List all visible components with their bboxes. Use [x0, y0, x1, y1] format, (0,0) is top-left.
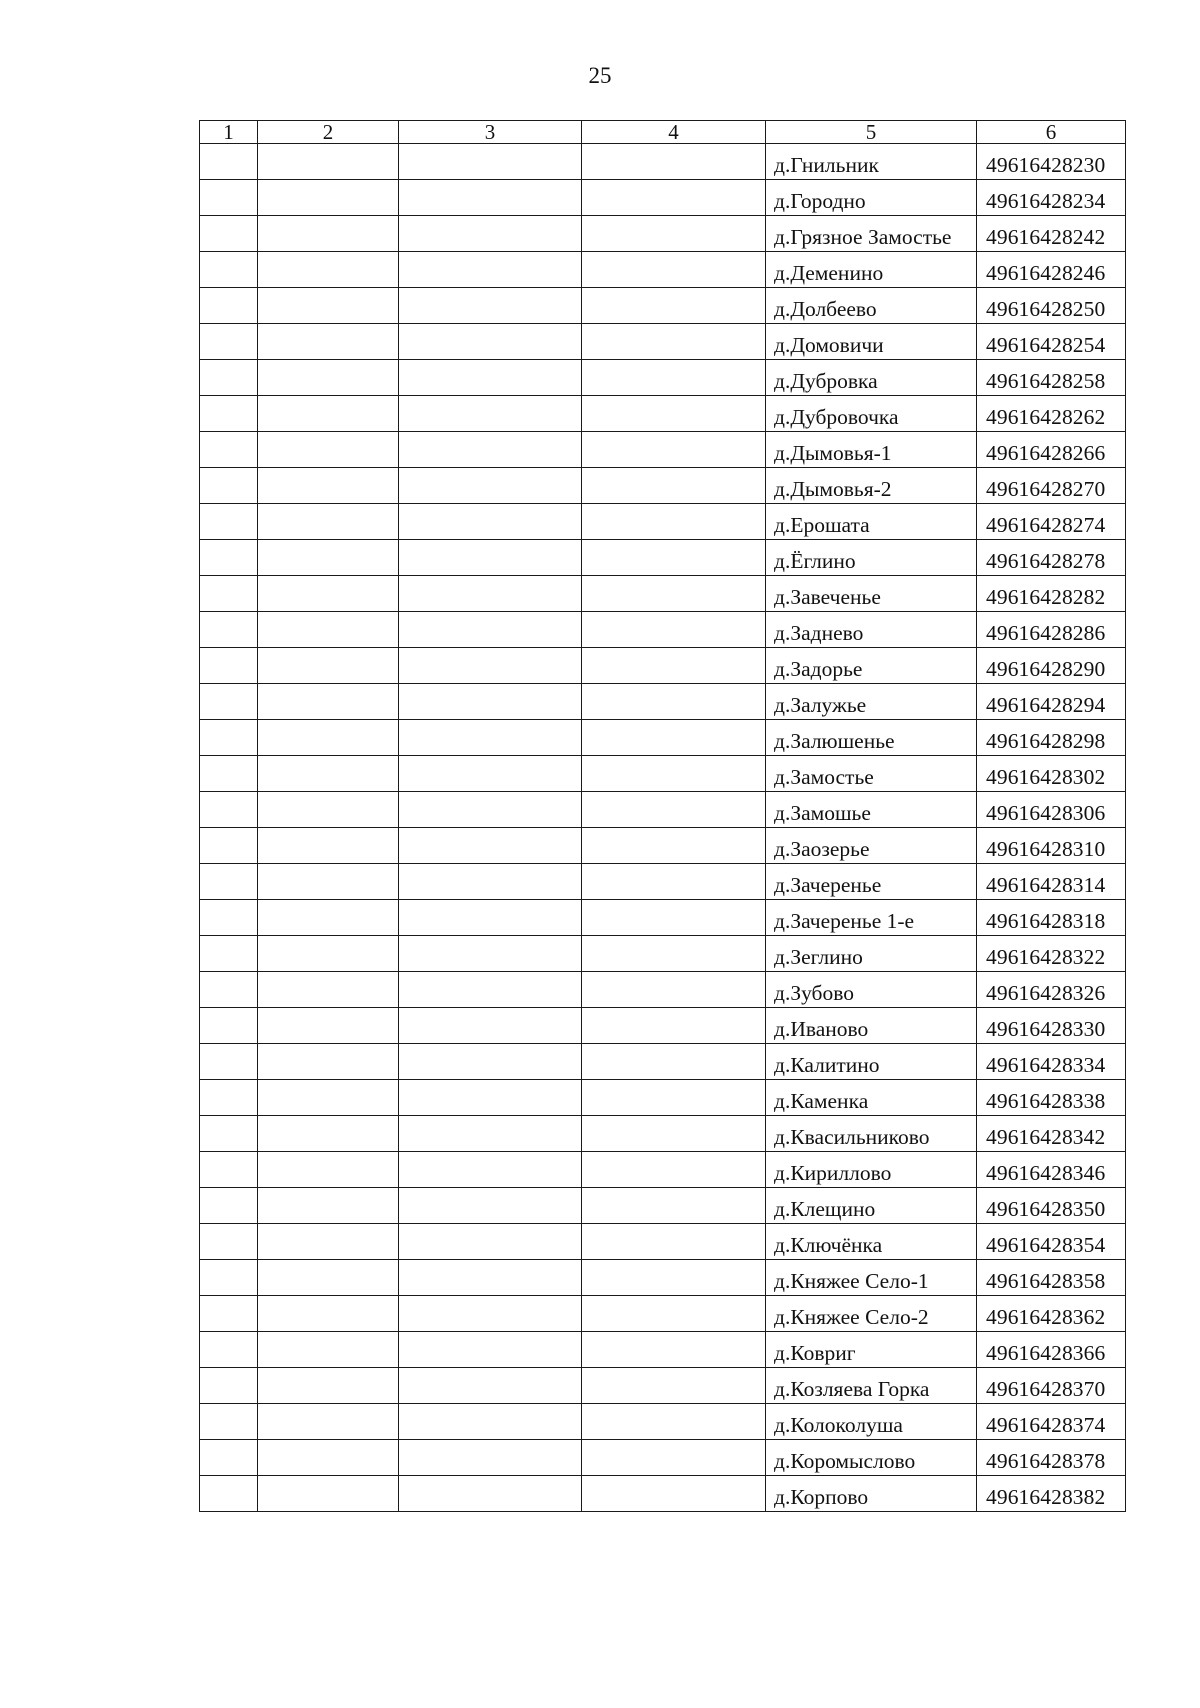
oktmo-code-cell: 49616428278	[977, 540, 1126, 576]
empty-cell-col-3	[399, 1404, 582, 1440]
empty-cell-col-1	[200, 1260, 258, 1296]
empty-cell-col-2	[258, 1152, 399, 1188]
settlement-name-cell: д.Залужье	[766, 684, 977, 720]
oktmo-code-cell: 49616428370	[977, 1368, 1126, 1404]
table-row	[200, 720, 1126, 756]
empty-cell-col-2	[258, 324, 399, 360]
table-row	[200, 1440, 1126, 1476]
oktmo-code-cell: 49616428282	[977, 576, 1126, 612]
oktmo-code-cell: 49616428354	[977, 1224, 1126, 1260]
table-row	[200, 1404, 1126, 1440]
settlement-name-cell: д.Завеченье	[766, 576, 977, 612]
empty-cell-col-1	[200, 1332, 258, 1368]
settlement-name-cell: д.Зачеренье	[766, 864, 977, 900]
empty-cell-col-3	[399, 1188, 582, 1224]
empty-cell-col-1	[200, 540, 258, 576]
settlement-name-cell: д.Замошье	[766, 792, 977, 828]
empty-cell-col-1	[200, 972, 258, 1008]
empty-cell-col-2	[258, 1260, 399, 1296]
empty-cell-col-4	[582, 216, 766, 252]
oktmo-code-cell: 49616428322	[977, 936, 1126, 972]
empty-cell-col-2	[258, 1476, 399, 1512]
oktmo-code-cell: 49616428326	[977, 972, 1126, 1008]
settlement-name-cell: д.Грязное Замостье	[766, 216, 977, 252]
empty-cell-col-1	[200, 1368, 258, 1404]
empty-cell-col-4	[582, 180, 766, 216]
empty-cell-col-4	[582, 144, 766, 180]
oktmo-code-cell: 49616428246	[977, 252, 1126, 288]
empty-cell-col-4	[582, 900, 766, 936]
empty-cell-col-4	[582, 504, 766, 540]
empty-cell-col-1	[200, 936, 258, 972]
oktmo-code-cell: 49616428346	[977, 1152, 1126, 1188]
empty-cell-col-4	[582, 288, 766, 324]
empty-cell-col-2	[258, 900, 399, 936]
empty-cell-col-3	[399, 288, 582, 324]
empty-cell-col-3	[399, 1224, 582, 1260]
empty-cell-col-1	[200, 1476, 258, 1512]
empty-cell-col-2	[258, 828, 399, 864]
table-row	[200, 1476, 1126, 1512]
table-row	[200, 1044, 1126, 1080]
empty-cell-col-3	[399, 1008, 582, 1044]
empty-cell-col-3	[399, 1116, 582, 1152]
settlement-name-cell: д.Зеглино	[766, 936, 977, 972]
empty-cell-col-2	[258, 756, 399, 792]
empty-cell-col-2	[258, 1044, 399, 1080]
settlement-name-cell: д.Залюшенье	[766, 720, 977, 756]
table-row	[200, 936, 1126, 972]
oktmo-code-cell: 49616428254	[977, 324, 1126, 360]
oktmo-code-cell: 49616428310	[977, 828, 1126, 864]
empty-cell-col-4	[582, 1332, 766, 1368]
oktmo-code-cell: 49616428266	[977, 432, 1126, 468]
oktmo-code-cell: 49616428250	[977, 288, 1126, 324]
oktmo-code-cell: 49616428318	[977, 900, 1126, 936]
table-row	[200, 972, 1126, 1008]
empty-cell-col-3	[399, 324, 582, 360]
table-row	[200, 756, 1126, 792]
empty-cell-col-3	[399, 612, 582, 648]
empty-cell-col-2	[258, 180, 399, 216]
settlement-name-cell: д.Дубровка	[766, 360, 977, 396]
table-row	[200, 864, 1126, 900]
oktmo-code-cell: 49616428330	[977, 1008, 1126, 1044]
oktmo-code-cell: 49616428270	[977, 468, 1126, 504]
empty-cell-col-3	[399, 144, 582, 180]
table-row	[200, 1152, 1126, 1188]
empty-cell-col-2	[258, 540, 399, 576]
empty-cell-col-4	[582, 828, 766, 864]
empty-cell-col-2	[258, 612, 399, 648]
oktmo-code-cell: 49616428374	[977, 1404, 1126, 1440]
oktmo-code-cell: 49616428314	[977, 864, 1126, 900]
empty-cell-col-3	[399, 1044, 582, 1080]
empty-cell-col-3	[399, 864, 582, 900]
settlement-name-cell: д.Заднево	[766, 612, 977, 648]
empty-cell-col-3	[399, 720, 582, 756]
empty-cell-col-4	[582, 540, 766, 576]
empty-cell-col-1	[200, 684, 258, 720]
empty-cell-col-3	[399, 504, 582, 540]
empty-cell-col-4	[582, 432, 766, 468]
empty-cell-col-4	[582, 1188, 766, 1224]
table-row	[200, 1296, 1126, 1332]
table-row	[200, 612, 1126, 648]
empty-cell-col-4	[582, 756, 766, 792]
empty-cell-col-1	[200, 1008, 258, 1044]
empty-cell-col-3	[399, 792, 582, 828]
empty-cell-col-4	[582, 648, 766, 684]
settlements-table	[199, 120, 1126, 1512]
oktmo-code-cell: 49616428258	[977, 360, 1126, 396]
oktmo-code-cell: 49616428334	[977, 1044, 1126, 1080]
empty-cell-col-2	[258, 432, 399, 468]
table-row	[200, 1188, 1126, 1224]
empty-cell-col-3	[399, 1368, 582, 1404]
table-row	[200, 432, 1126, 468]
empty-cell-col-4	[582, 1476, 766, 1512]
empty-cell-col-1	[200, 144, 258, 180]
oktmo-code-cell: 49616428234	[977, 180, 1126, 216]
settlement-name-cell: д.Ключёнка	[766, 1224, 977, 1260]
table-row	[200, 1116, 1126, 1152]
empty-cell-col-4	[582, 1368, 766, 1404]
settlement-name-cell: д.Дымовья-1	[766, 432, 977, 468]
oktmo-code-cell: 49616428302	[977, 756, 1126, 792]
column-header-4: 4	[582, 121, 766, 144]
empty-cell-col-3	[399, 900, 582, 936]
empty-cell-col-4	[582, 324, 766, 360]
empty-cell-col-3	[399, 1296, 582, 1332]
table-row	[200, 900, 1126, 936]
oktmo-code-cell: 49616428290	[977, 648, 1126, 684]
empty-cell-col-1	[200, 720, 258, 756]
settlement-name-cell: д.Кириллово	[766, 1152, 977, 1188]
settlement-name-cell: д.Каменка	[766, 1080, 977, 1116]
empty-cell-col-2	[258, 1224, 399, 1260]
empty-cell-col-3	[399, 684, 582, 720]
empty-cell-col-1	[200, 324, 258, 360]
empty-cell-col-3	[399, 540, 582, 576]
settlement-name-cell: д.Зачеренье 1-е	[766, 900, 977, 936]
oktmo-code-cell: 49616428362	[977, 1296, 1126, 1332]
empty-cell-col-3	[399, 396, 582, 432]
settlement-name-cell: д.Долбеево	[766, 288, 977, 324]
empty-cell-col-2	[258, 216, 399, 252]
empty-cell-col-4	[582, 468, 766, 504]
empty-cell-col-3	[399, 468, 582, 504]
empty-cell-col-4	[582, 1080, 766, 1116]
table-row	[200, 684, 1126, 720]
empty-cell-col-2	[258, 252, 399, 288]
empty-cell-col-3	[399, 648, 582, 684]
table-row	[200, 216, 1126, 252]
oktmo-code-cell: 49616428262	[977, 396, 1126, 432]
settlement-name-cell: д.Клещино	[766, 1188, 977, 1224]
oktmo-code-cell: 49616428242	[977, 216, 1126, 252]
oktmo-code-cell: 49616428358	[977, 1260, 1126, 1296]
empty-cell-col-4	[582, 396, 766, 432]
empty-cell-col-1	[200, 900, 258, 936]
table-row	[200, 540, 1126, 576]
oktmo-code-cell: 49616428298	[977, 720, 1126, 756]
settlement-name-cell: д.Ерошата	[766, 504, 977, 540]
empty-cell-col-4	[582, 972, 766, 1008]
empty-cell-col-3	[399, 1152, 582, 1188]
empty-cell-col-4	[582, 1440, 766, 1476]
table-row	[200, 1008, 1126, 1044]
empty-cell-col-1	[200, 396, 258, 432]
empty-cell-col-1	[200, 252, 258, 288]
empty-cell-col-1	[200, 1440, 258, 1476]
oktmo-code-cell: 49616428378	[977, 1440, 1126, 1476]
empty-cell-col-2	[258, 504, 399, 540]
table-row	[200, 576, 1126, 612]
empty-cell-col-4	[582, 1224, 766, 1260]
empty-cell-col-3	[399, 576, 582, 612]
empty-cell-col-3	[399, 180, 582, 216]
empty-cell-col-4	[582, 720, 766, 756]
empty-cell-col-1	[200, 1224, 258, 1260]
empty-cell-col-1	[200, 648, 258, 684]
empty-cell-col-3	[399, 936, 582, 972]
column-header-3: 3	[399, 121, 582, 144]
settlement-name-cell: д.Дымовья-2	[766, 468, 977, 504]
empty-cell-col-3	[399, 972, 582, 1008]
table-row	[200, 1332, 1126, 1368]
settlement-name-cell: д.Квасильниково	[766, 1116, 977, 1152]
table-row	[200, 144, 1126, 180]
settlement-name-cell: д.Княжее Село-1	[766, 1260, 977, 1296]
empty-cell-col-1	[200, 1188, 258, 1224]
empty-cell-col-2	[258, 864, 399, 900]
empty-cell-col-2	[258, 792, 399, 828]
oktmo-code-cell: 49616428274	[977, 504, 1126, 540]
empty-cell-col-3	[399, 432, 582, 468]
settlement-name-cell: д.Ёглино	[766, 540, 977, 576]
empty-cell-col-2	[258, 684, 399, 720]
empty-cell-col-3	[399, 828, 582, 864]
empty-cell-col-4	[582, 936, 766, 972]
oktmo-code-cell: 49616428382	[977, 1476, 1126, 1512]
table-row	[200, 1080, 1126, 1116]
empty-cell-col-2	[258, 288, 399, 324]
empty-cell-col-1	[200, 1044, 258, 1080]
empty-cell-col-2	[258, 144, 399, 180]
empty-cell-col-1	[200, 864, 258, 900]
table-row	[200, 1224, 1126, 1260]
empty-cell-col-1	[200, 1404, 258, 1440]
empty-cell-col-2	[258, 1368, 399, 1404]
settlement-name-cell: д.Иваново	[766, 1008, 977, 1044]
table-row	[200, 180, 1126, 216]
settlement-name-cell: д.Калитино	[766, 1044, 977, 1080]
empty-cell-col-3	[399, 252, 582, 288]
empty-cell-col-2	[258, 468, 399, 504]
empty-cell-col-4	[582, 1008, 766, 1044]
empty-cell-col-4	[582, 1044, 766, 1080]
empty-cell-col-1	[200, 576, 258, 612]
empty-cell-col-4	[582, 1152, 766, 1188]
column-header-5: 5	[766, 121, 977, 144]
empty-cell-col-2	[258, 1116, 399, 1152]
empty-cell-col-2	[258, 648, 399, 684]
empty-cell-col-3	[399, 216, 582, 252]
page-number: 25	[588, 63, 612, 88]
empty-cell-col-1	[200, 1152, 258, 1188]
empty-cell-col-2	[258, 720, 399, 756]
settlement-name-cell: д.Княжее Село-2	[766, 1296, 977, 1332]
empty-cell-col-1	[200, 432, 258, 468]
oktmo-code-cell: 49616428338	[977, 1080, 1126, 1116]
settlement-name-cell: д.Колоколуша	[766, 1404, 977, 1440]
oktmo-code-cell: 49616428230	[977, 144, 1126, 180]
settlement-name-cell: д.Корпово	[766, 1476, 977, 1512]
oktmo-code-cell: 49616428342	[977, 1116, 1126, 1152]
oktmo-code-cell: 49616428306	[977, 792, 1126, 828]
settlement-name-cell: д.Козляева Горка	[766, 1368, 977, 1404]
empty-cell-col-4	[582, 1404, 766, 1440]
empty-cell-col-2	[258, 1188, 399, 1224]
empty-cell-col-4	[582, 792, 766, 828]
column-header-2: 2	[258, 121, 399, 144]
settlement-name-cell: д.Городно	[766, 180, 977, 216]
settlement-name-cell: д.Замостье	[766, 756, 977, 792]
empty-cell-col-1	[200, 180, 258, 216]
empty-cell-col-1	[200, 288, 258, 324]
empty-cell-col-3	[399, 1476, 582, 1512]
empty-cell-col-3	[399, 360, 582, 396]
empty-cell-col-3	[399, 1080, 582, 1116]
empty-cell-col-2	[258, 972, 399, 1008]
settlement-name-cell: д.Дубровочка	[766, 396, 977, 432]
empty-cell-col-1	[200, 792, 258, 828]
column-header-1: 1	[200, 121, 258, 144]
table-row	[200, 648, 1126, 684]
empty-cell-col-2	[258, 1008, 399, 1044]
empty-cell-col-3	[399, 756, 582, 792]
empty-cell-col-1	[200, 612, 258, 648]
oktmo-code-cell: 49616428366	[977, 1332, 1126, 1368]
empty-cell-col-1	[200, 468, 258, 504]
table-row	[200, 792, 1126, 828]
empty-cell-col-4	[582, 576, 766, 612]
empty-cell-col-2	[258, 1296, 399, 1332]
table-row	[200, 396, 1126, 432]
table-row	[200, 360, 1126, 396]
table-body	[200, 121, 1126, 1512]
empty-cell-col-1	[200, 1080, 258, 1116]
oktmo-code-cell: 49616428350	[977, 1188, 1126, 1224]
empty-cell-col-2	[258, 1080, 399, 1116]
table-row	[200, 1260, 1126, 1296]
empty-cell-col-2	[258, 1404, 399, 1440]
table-row	[200, 468, 1126, 504]
empty-cell-col-1	[200, 1116, 258, 1152]
column-header-6: 6	[977, 121, 1126, 144]
empty-cell-col-3	[399, 1332, 582, 1368]
settlement-name-cell: д.Задорье	[766, 648, 977, 684]
settlement-name-cell: д.Зубово	[766, 972, 977, 1008]
oktmo-code-cell: 49616428286	[977, 612, 1126, 648]
empty-cell-col-3	[399, 1440, 582, 1476]
table-header-row	[200, 121, 1126, 144]
empty-cell-col-1	[200, 828, 258, 864]
empty-cell-col-1	[200, 360, 258, 396]
empty-cell-col-2	[258, 1440, 399, 1476]
table-row	[200, 324, 1126, 360]
table-row	[200, 288, 1126, 324]
empty-cell-col-1	[200, 216, 258, 252]
empty-cell-col-1	[200, 1296, 258, 1332]
table-row	[200, 252, 1126, 288]
empty-cell-col-4	[582, 612, 766, 648]
settlement-name-cell: д.Деменино	[766, 252, 977, 288]
table-row	[200, 828, 1126, 864]
settlement-name-cell: д.Заозерье	[766, 828, 977, 864]
empty-cell-col-1	[200, 504, 258, 540]
empty-cell-col-4	[582, 864, 766, 900]
empty-cell-col-2	[258, 396, 399, 432]
empty-cell-col-4	[582, 1260, 766, 1296]
empty-cell-col-2	[258, 360, 399, 396]
empty-cell-col-4	[582, 360, 766, 396]
empty-cell-col-4	[582, 1296, 766, 1332]
empty-cell-col-3	[399, 1260, 582, 1296]
empty-cell-col-2	[258, 1332, 399, 1368]
empty-cell-col-2	[258, 576, 399, 612]
empty-cell-col-4	[582, 1116, 766, 1152]
table-row	[200, 504, 1126, 540]
empty-cell-col-4	[582, 684, 766, 720]
settlement-name-cell: д.Ковриг	[766, 1332, 977, 1368]
settlement-name-cell: д.Домовичи	[766, 324, 977, 360]
empty-cell-col-1	[200, 756, 258, 792]
empty-cell-col-4	[582, 252, 766, 288]
oktmo-code-cell: 49616428294	[977, 684, 1126, 720]
settlement-name-cell: д.Коромыслово	[766, 1440, 977, 1476]
settlement-name-cell: д.Гнильник	[766, 144, 977, 180]
table-row	[200, 1368, 1126, 1404]
empty-cell-col-2	[258, 936, 399, 972]
